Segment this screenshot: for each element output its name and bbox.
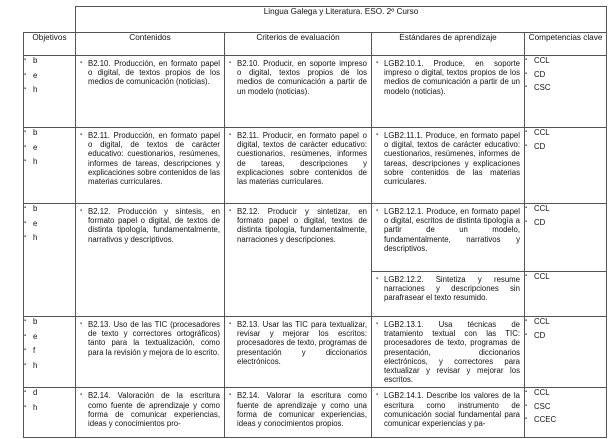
bullet-icon: ▪	[229, 321, 232, 327]
bullet-icon: ▪	[525, 273, 528, 279]
objetivo-item	[24, 204, 75, 219]
objetivo-item	[24, 233, 75, 248]
bullet-icon: ▪	[80, 321, 83, 327]
estandar-text: LGB2.13.1. Usa técnicas de tratamiento textual con las TIC: procesadores de texto, programas de presentación, diccionarios electrónicos, y correctores para textualizar y revisar y mejorar los escritos.	[384, 320, 520, 385]
bullet-icon: ▪	[24, 71, 27, 78]
objetivo-item	[24, 56, 75, 71]
bullet-icon: ▪	[525, 205, 528, 211]
criterio-text: B2.10. Producir, en soporte impreso o digital, textos propios de los medios de comunicación a partir de un modelo (noticias).	[237, 59, 367, 96]
criterio-cell	[225, 317, 372, 388]
objetivo-item	[24, 317, 75, 332]
competencia-item	[525, 331, 606, 345]
objetivo-item	[24, 143, 75, 158]
objetivo-cell	[24, 317, 76, 388]
bullet-icon: ▪	[24, 361, 27, 368]
bullet-icon: ▪	[80, 60, 83, 66]
objetivo-label: h	[33, 85, 38, 94]
bullet-icon: ▪	[525, 142, 528, 149]
contenido-text: B2.14. Valoración de la escritura como fuente de aprendizaje y como forma de comunicar experiencias, ideas y conocimientos pro-	[88, 391, 220, 429]
bullet-icon: ▪	[525, 416, 528, 423]
bullet-icon: ▪	[80, 132, 83, 138]
competencia-item	[525, 128, 606, 142]
table-title: Lingua Galega y Literatura. ESO. 2º Curso	[76, 7, 607, 33]
bullet-icon: ▪	[525, 70, 528, 77]
criterio-cell	[225, 388, 372, 438]
bullet-icon: ▪	[24, 86, 27, 92]
bullet-icon: ▪	[24, 318, 27, 324]
competencia-label: CCEC	[534, 415, 557, 425]
contenido-cell	[76, 128, 225, 204]
bullet-icon: ▪	[24, 57, 27, 63]
competencia-item	[525, 204, 606, 218]
estandar-wrapper	[372, 388, 524, 431]
criterio-text: B2.12. Producir y sintetizar, en formato papel o digital, textos de distinta tipología, fundamentalmente, narraciones y descripciones.	[237, 207, 367, 244]
estandar-text: LGB2.10.1. Produce, en soporte impreso o digital, textos propios de los medios de comunicación a partir de un modelo (noticias).	[384, 59, 520, 96]
objetivo-item	[24, 346, 75, 361]
competencia-label: CD	[534, 330, 546, 340]
bullet-icon: ▪	[525, 84, 528, 90]
bullet-icon: ▪	[376, 276, 379, 282]
objetivo-cell	[24, 204, 76, 317]
bullet-icon: ▪	[229, 60, 232, 66]
bullet-icon: ▪	[24, 332, 27, 339]
estandar-wrapper	[372, 56, 524, 99]
bullet-icon: ▪	[376, 208, 379, 214]
objetivo-label: e	[33, 142, 38, 152]
estandar-wrapper	[372, 317, 524, 387]
criterio-wrapper	[225, 56, 371, 99]
objetivo-item	[24, 219, 75, 234]
objetivo-label: e	[33, 331, 38, 341]
table-row	[24, 388, 607, 438]
objetivo-label: e	[33, 218, 38, 228]
objetivo-item	[24, 403, 75, 418]
competencia-cell	[525, 128, 607, 204]
bullet-icon: ▪	[24, 347, 27, 353]
objetivo-label: e	[33, 70, 38, 80]
competencia-item	[525, 415, 606, 429]
bullet-icon: ▪	[525, 57, 528, 63]
criterio-wrapper	[225, 128, 371, 189]
estandar-text: LGB2.11.1. Produce, en formato papel o digital, textos de carácter educativo: cuestionarios, resúmenes, informes de tareas, descripciones y explicaciones sobre contenidos de las materias curriculares.	[384, 131, 520, 187]
estandar-text: LGB2.12.2. Sintetiza y resume narraciones y descripciones sin parafrasear el texto resumido.	[384, 275, 520, 303]
objetivo-item	[24, 361, 75, 376]
objetivo-label: h	[33, 360, 38, 370]
contenido-text: B2.13. Uso de las TIC (procesadores de texto y correctores ortográficos) tanto para la textualización, como para la revisión y mejora de lo escrito.	[88, 320, 220, 357]
header-competencias: Competencias clave	[525, 33, 607, 56]
competencia-item	[525, 83, 606, 97]
objetivo-item	[24, 332, 75, 347]
objetivo-cell	[24, 128, 76, 204]
criterio-text: B2.11. Producir, en formato papel o digital, textos de carácter educativo: cuestionarios, resúmenes, informes de tareas, descripciones y explicaciones sobre contenidos de las materias curriculares.	[237, 131, 367, 187]
competencia-item	[525, 402, 606, 416]
objetivo-item	[24, 128, 75, 143]
estandar-text: LGB2.14.1. Describe los valores de la escritura como instrumento de comunicación social fundamental para comunicar experiencias y pa-	[384, 391, 520, 429]
bullet-icon: ▪	[24, 403, 27, 410]
bullet-icon: ▪	[229, 208, 232, 214]
competencia-label: CSC	[534, 83, 551, 92]
contenido-wrapper	[76, 56, 224, 90]
competencia-label: CCL	[534, 317, 550, 326]
bullet-icon: ▪	[525, 389, 528, 396]
curriculum-table	[23, 6, 607, 438]
table-header-row	[24, 33, 607, 56]
bullet-icon: ▪	[376, 132, 379, 138]
competencia-label: CD	[534, 141, 546, 151]
table-row	[24, 204, 607, 272]
competencia-label: CD	[534, 217, 546, 227]
objetivo-item	[24, 388, 75, 403]
objetivo-item	[24, 157, 75, 172]
competencia-label: CCL	[534, 272, 550, 281]
competencia-cell	[525, 272, 607, 317]
competencia-cell	[525, 56, 607, 128]
bullet-icon: ▪	[24, 219, 27, 226]
estandar-cell	[372, 204, 528, 272]
contenido-cell	[76, 204, 225, 317]
estandar-cell	[372, 56, 528, 128]
criterio-text: B2.14. Valorar la escritura como fuente de aprendizaje y como una forma de comunicar experiencias, ideas y conocimientos propios.	[237, 391, 367, 429]
estandar-wrapper	[372, 272, 524, 306]
bullet-icon: ▪	[229, 132, 232, 138]
bullet-icon: ▪	[80, 392, 83, 399]
header-estandares: Estándares de aprendizaje	[372, 33, 525, 56]
bullet-icon: ▪	[525, 331, 528, 338]
header-contenidos: Contenidos	[76, 33, 225, 56]
criterio-wrapper	[225, 317, 371, 369]
header-criterios: Criterios de evaluación	[225, 33, 372, 56]
objetivo-label: b	[33, 204, 38, 213]
objetivo-label: b	[33, 128, 38, 137]
table-row	[24, 56, 607, 128]
bullet-icon: ▪	[376, 321, 379, 327]
objetivo-label: h	[33, 233, 38, 242]
bullet-icon: ▪	[24, 129, 27, 135]
objetivo-label: h	[33, 402, 38, 412]
objetivo-label: h	[33, 157, 38, 166]
criterio-text: B2.13. Usar las TIC para textualizar, revisar y mejorar los escritos: procesadores de texto, programas de presentación y diccionarios electrónicos.	[237, 320, 367, 366]
criterio-cell	[225, 128, 372, 204]
header-objetivos: Objetivos	[24, 33, 76, 56]
objetivo-item	[24, 71, 75, 86]
objetivo-label: d	[33, 388, 38, 398]
bullet-icon: ▪	[229, 392, 232, 399]
objetivo-label: f	[33, 346, 36, 355]
objetivo-label: b	[33, 56, 38, 65]
bullet-icon: ▪	[525, 402, 528, 409]
table-body	[24, 56, 607, 438]
bullet-icon: ▪	[376, 392, 379, 399]
contenido-wrapper	[76, 128, 224, 189]
competencia-item	[525, 388, 606, 402]
criterio-wrapper	[225, 388, 371, 431]
criterio-cell	[225, 204, 372, 317]
competencia-item	[525, 218, 606, 232]
bullet-icon: ▪	[525, 129, 528, 135]
table-row	[24, 317, 607, 388]
competencia-label: CCL	[534, 204, 550, 213]
bullet-icon: ▪	[24, 158, 27, 164]
contenido-cell	[76, 388, 225, 438]
competencia-label: CCL	[534, 56, 550, 65]
estandar-cell	[372, 317, 528, 388]
bullet-icon: ▪	[376, 60, 379, 66]
estandar-wrapper	[372, 204, 524, 256]
competencia-label: CCL	[534, 128, 550, 137]
blank-corner-cell	[24, 7, 76, 33]
competencia-item	[525, 142, 606, 156]
contenido-wrapper	[76, 204, 224, 247]
bullet-icon: ▪	[24, 205, 27, 211]
competencia-item	[525, 317, 606, 331]
table-title-row	[24, 7, 607, 33]
estandar-cell	[372, 272, 528, 317]
contenido-text: B2.11. Producción, en formato papel o digital, de textos de carácter educativo: cuestionarios, resúmenes, informes de tareas, descripciones y explicaciones sobre contenidos de las materias curriculares.	[88, 131, 220, 187]
criterio-wrapper	[225, 204, 371, 247]
estandar-cell	[372, 388, 528, 438]
contenido-text: B2.12. Producción y síntesis, en formato papel o digital, de textos de distinta tipología, fundamentalmente, narrativos y descriptivos.	[88, 207, 220, 244]
estandar-wrapper	[372, 128, 524, 189]
competencia-cell	[525, 204, 607, 272]
competencia-item	[525, 56, 606, 70]
contenido-wrapper	[76, 317, 224, 360]
criterio-cell	[225, 56, 372, 128]
bullet-icon: ▪	[80, 208, 83, 214]
competencia-label: CD	[534, 69, 546, 79]
contenido-wrapper	[76, 388, 224, 431]
objetivo-label: b	[33, 317, 38, 326]
competencia-cell	[525, 317, 607, 388]
competencia-label: CCL	[534, 388, 550, 398]
objetivo-item	[24, 85, 75, 100]
objetivo-cell	[24, 388, 76, 438]
estandar-cell	[372, 128, 528, 204]
contenido-text: B2.10. Producción, en formato papel o digital, de textos propios de los medios de comunicación (noticias).	[88, 59, 220, 87]
competencia-cell	[525, 388, 607, 438]
bullet-icon: ▪	[24, 234, 27, 240]
competencia-item	[525, 272, 606, 286]
competencia-item	[525, 70, 606, 84]
bullet-icon: ▪	[24, 389, 27, 396]
table-row	[24, 128, 607, 204]
contenido-cell	[76, 317, 225, 388]
estandar-text: LGB2.12.1. Produce, en formato papel o digital, escritos de distinta tipología a partir de un modelo, fundamentalmente, narrativos y descriptivos.	[384, 207, 520, 253]
bullet-icon: ▪	[24, 143, 27, 150]
competencia-label: CSC	[534, 401, 551, 411]
objetivo-cell	[24, 56, 76, 128]
bullet-icon: ▪	[525, 318, 528, 324]
bullet-icon: ▪	[525, 218, 528, 225]
contenido-cell	[76, 56, 225, 128]
